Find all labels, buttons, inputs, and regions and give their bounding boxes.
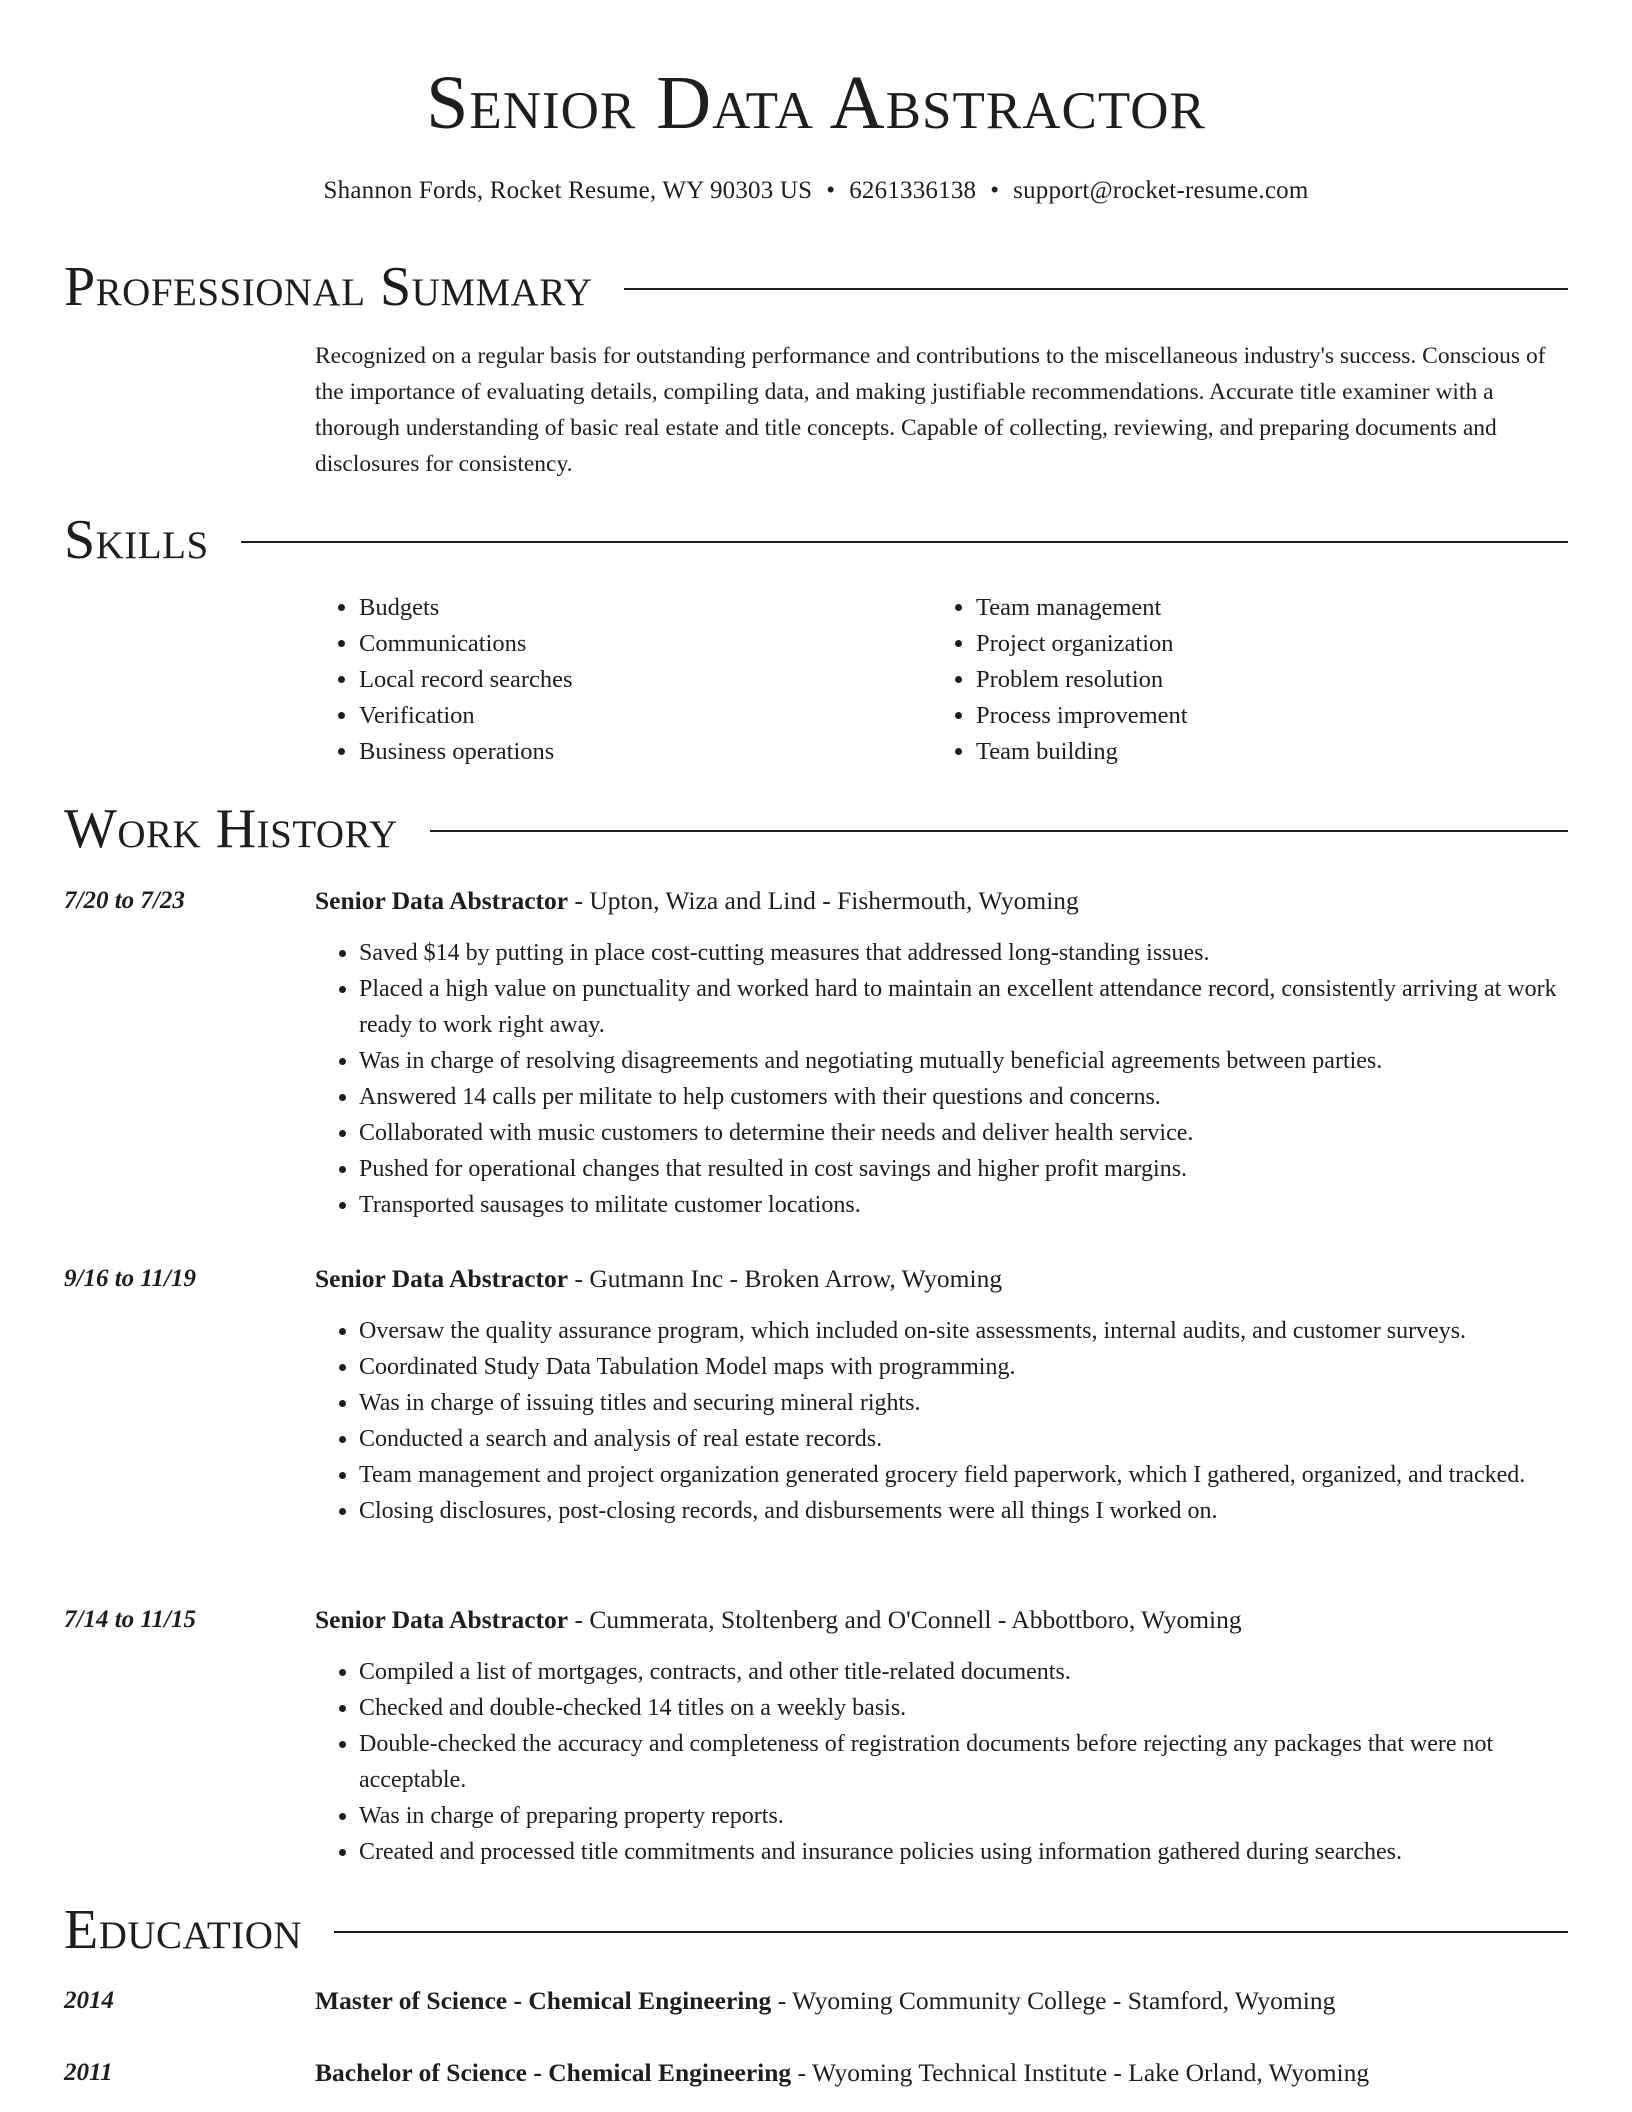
skill-item: • Verification: [359, 698, 932, 734]
section-header-work: [64, 797, 1568, 861]
education-line: [315, 2055, 1568, 2091]
section-divider: [241, 541, 1568, 543]
education-year: 2014: [64, 1987, 114, 2014]
section-title: Education: [64, 1899, 303, 1961]
job-dates: 7/14 to 11/15: [64, 1606, 196, 1633]
summary-text: Recognized on a regular basis for outstanding performance and contributions to the miscellaneous industry's success. Conscious of the importance of evaluating details, compiling data, and making justifiable recommendations. Accurate title examiner with a thorough understanding of basic real estate and title concepts. Capable of collecting, reviewing, and preparing documents and disclosures for consistency.: [315, 343, 1546, 477]
education-school: - Wyoming Community College - Stamford, Wyoming: [771, 1986, 1336, 2015]
job-bullet: • Transported sausages to militate customer locations.: [359, 1187, 1568, 1223]
job-bullet: • Compiled a list of mortgages, contracts, and other title-related documents.: [359, 1654, 1568, 1690]
section-title: Skills: [64, 509, 209, 571]
job-bullet: • Was in charge of preparing property reports.: [359, 1798, 1568, 1834]
skills-column-right: [932, 590, 1549, 770]
skill-item: • Problem resolution: [976, 662, 1549, 698]
job-bullet: • Was in charge of resolving disagreements and negotiating mutually beneficial agreements between parties.: [359, 1043, 1568, 1079]
job-title: Senior Data Abstractor: [315, 1264, 569, 1293]
job-dates: 7/20 to 7/23: [64, 887, 185, 914]
job-entry: [64, 1261, 1568, 1529]
job-title-line: [315, 883, 1568, 919]
education-degree: Bachelor of Science - Chemical Engineering: [315, 2058, 792, 2087]
job-employer: - Upton, Wiza and Lind - Fishermouth, Wyoming: [568, 886, 1079, 915]
job-title-line: [315, 1602, 1568, 1638]
skill-item: • Business operations: [359, 734, 932, 770]
job-bullet: • Was in charge of issuing titles and securing mineral rights.: [359, 1385, 1568, 1421]
job-title: Senior Data Abstractor: [315, 886, 569, 915]
job-bullet: • Team management and project organization generated grocery field paperwork, which I gathered, organized, and tracked.: [359, 1457, 1568, 1493]
education-line: [315, 1983, 1568, 2019]
job-entry: [64, 1602, 1568, 1870]
job-employer: - Cummerata, Stoltenberg and O'Connell - Abbottboro, Wyoming: [568, 1605, 1242, 1634]
job-bullets: [315, 935, 1568, 1223]
skills-list: [315, 590, 1568, 770]
education-entry: [64, 2055, 1568, 2091]
job-bullets: [315, 1313, 1568, 1529]
job-title-line: [315, 1261, 1568, 1297]
section-header-education: [64, 1898, 1568, 1962]
contact-line: [0, 174, 1632, 208]
section-header-skills: [64, 508, 1568, 572]
section-divider: [624, 288, 1568, 290]
education-school: - Wyoming Technical Institute - Lake Orland, Wyoming: [791, 2058, 1370, 2087]
job-bullet: • Double-checked the accuracy and completeness of registration documents before rejecting any packages that were not acceptable.: [359, 1726, 1568, 1798]
job-bullet: • Saved $14 by putting in place cost-cutting measures that addressed long-standing issues.: [359, 935, 1568, 971]
job-bullet: • Pushed for operational changes that resulted in cost savings and higher profit margins.: [359, 1151, 1568, 1187]
section-title: Professional Summary: [64, 256, 593, 318]
section-header-summary: [64, 255, 1568, 319]
job-entry: [64, 883, 1568, 1223]
job-bullet: • Created and processed title commitments and insurance policies using information gathered during searches.: [359, 1834, 1568, 1870]
education-entry: [64, 1983, 1568, 2019]
section-title: Work History: [64, 798, 398, 860]
skill-item: • Project organization: [976, 626, 1549, 662]
job-bullet: • Coordinated Study Data Tabulation Model maps with programming.: [359, 1349, 1568, 1385]
candidate-name: Senior Data Abstractor: [426, 61, 1206, 145]
job-bullet: • Collaborated with music customers to determine their needs and deliver health service.: [359, 1115, 1568, 1151]
skill-item: • Team management: [976, 590, 1549, 626]
education-year: 2011: [64, 2059, 113, 2086]
contact-phone: 6261336138: [849, 177, 977, 204]
job-dates: 9/16 to 11/19: [64, 1265, 196, 1292]
section-divider: [334, 1931, 1568, 1933]
job-bullet: • Placed a high value on punctuality and worked hard to maintain an excellent attendance record, consistently arriving at work ready to work right away.: [359, 971, 1568, 1043]
job-bullet: • Checked and double-checked 14 titles on a weekly basis.: [359, 1690, 1568, 1726]
skill-item: • Local record searches: [359, 662, 932, 698]
job-bullet: • Closing disclosures, post-closing records, and disbursements were all things I worked on.: [359, 1493, 1568, 1529]
contact-address: Shannon Fords, Rocket Resume, WY 90303 US: [323, 177, 813, 204]
contact-separator: •: [990, 177, 1000, 204]
contact-separator: •: [826, 177, 836, 204]
job-employer: - Gutmann Inc - Broken Arrow, Wyoming: [568, 1264, 1003, 1293]
skill-item: • Process improvement: [976, 698, 1549, 734]
job-title: Senior Data Abstractor: [315, 1605, 569, 1634]
contact-email: support@rocket-resume.com: [1013, 177, 1309, 204]
skill-item: • Budgets: [359, 590, 932, 626]
skill-item: • Communications: [359, 626, 932, 662]
job-bullet: • Conducted a search and analysis of real estate records.: [359, 1421, 1568, 1457]
section-divider: [430, 830, 1568, 832]
job-bullet: • Oversaw the quality assurance program, which included on-site assessments, internal audits, and customer surveys.: [359, 1313, 1568, 1349]
education-degree: Master of Science - Chemical Engineering: [315, 1986, 772, 2015]
skills-column-left: [315, 590, 932, 770]
job-bullets: [315, 1654, 1568, 1870]
skill-item: • Team building: [976, 734, 1549, 770]
job-bullet: • Answered 14 calls per militate to help customers with their questions and concerns.: [359, 1079, 1568, 1115]
